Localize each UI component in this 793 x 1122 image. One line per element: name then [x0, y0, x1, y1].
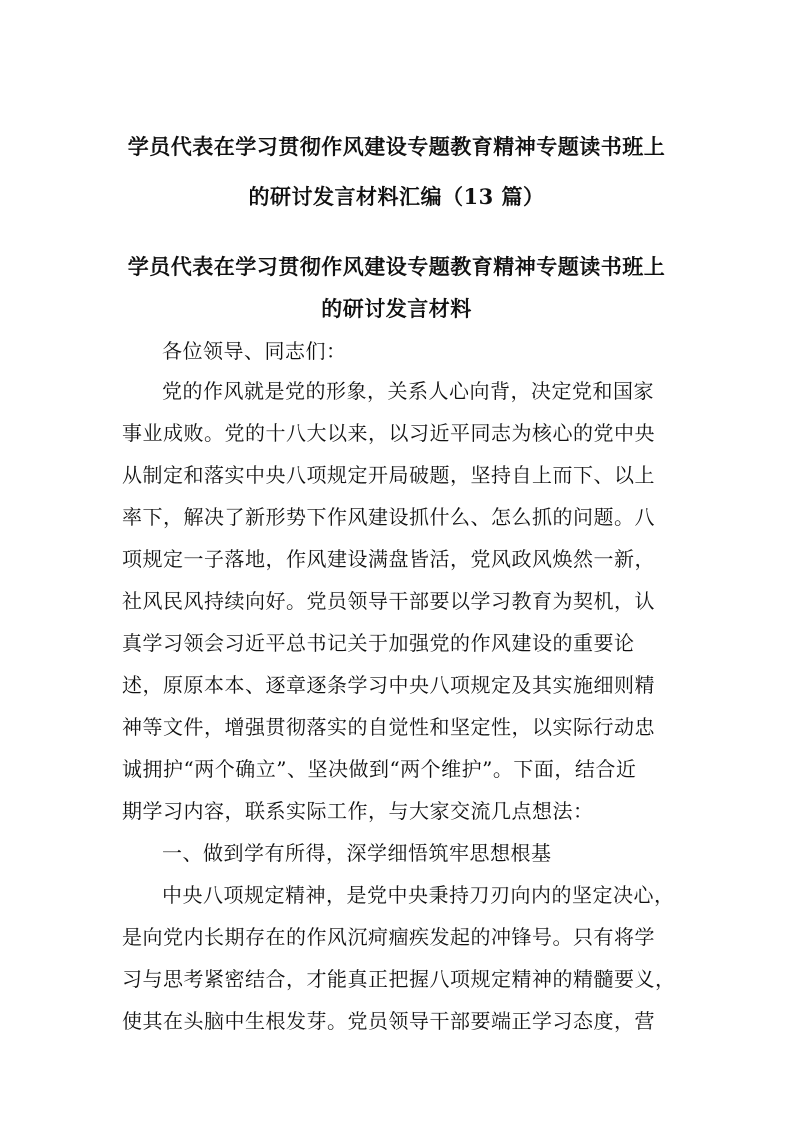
paragraph-line: 诚拥护“两个确立”、坚决做到“两个维护”。下面，结合近: [122, 757, 637, 781]
section-title-line-2: 的研讨发言材料: [321, 296, 472, 321]
paragraph-line: 社风民风持续向好。党员领导干部要以学习教育为契机，认: [122, 589, 655, 613]
paragraph-line: 率下，解决了新形势下作风建设抓什么、怎么抓的问题。八: [122, 505, 655, 529]
document-title-line-1: 学员代表在学习贯彻作风建设专题教育精神专题读书班上: [127, 134, 666, 159]
paragraph-line: 真学习领会习近平总书记关于加强党的作风建设的重要论: [122, 631, 635, 655]
paragraph-line: 神等文件，增强贯彻落实的自觉性和坚定性，以实际行动忠: [122, 715, 655, 739]
paragraph-line: 事业成败。党的十八大以来，以习近平同志为核心的党中央: [122, 421, 655, 445]
paragraph-line: 是向党内长期存在的作风沉疴痼疾发起的冲锋号。只有将学: [122, 925, 655, 949]
paragraph-line: 项规定一子落地，作风建设满盘皆活，党风政风焕然一新，: [122, 547, 655, 571]
paragraph-line: 党的作风就是党的形象，关系人心向背，决定党和国家: [162, 379, 654, 403]
paragraph-line: 期学习内容，联系实际工作，与大家交流几点想法：: [122, 799, 594, 823]
section-heading: 一、做到学有所得，深学细悟筑牢思想根基: [162, 841, 552, 865]
paragraph-line: 述，原原本本、逐章逐条学习中央八项规定及其实施细则精: [122, 673, 655, 697]
section-title-line-1: 学员代表在学习贯彻作风建设专题教育精神专题读书班上: [127, 254, 666, 279]
paragraph-line: 使其在头脑中生根发芽。党员领导干部要端正学习态度，营: [122, 1009, 655, 1033]
paragraph-line: 从制定和落实中央八项规定开局破题，坚持自上而下、以上: [122, 463, 655, 487]
salutation: 各位领导、同志们：: [162, 339, 347, 363]
paragraph-line: 中央八项规定精神，是党中央秉持刀刃向内的坚定决心，: [162, 883, 675, 907]
paragraph-line: 习与思考紧密结合，才能真正把握八项规定精神的精髓要义，: [122, 967, 676, 991]
document-title-line-2: 的研讨发言材料汇编（13 篇）: [248, 184, 545, 209]
